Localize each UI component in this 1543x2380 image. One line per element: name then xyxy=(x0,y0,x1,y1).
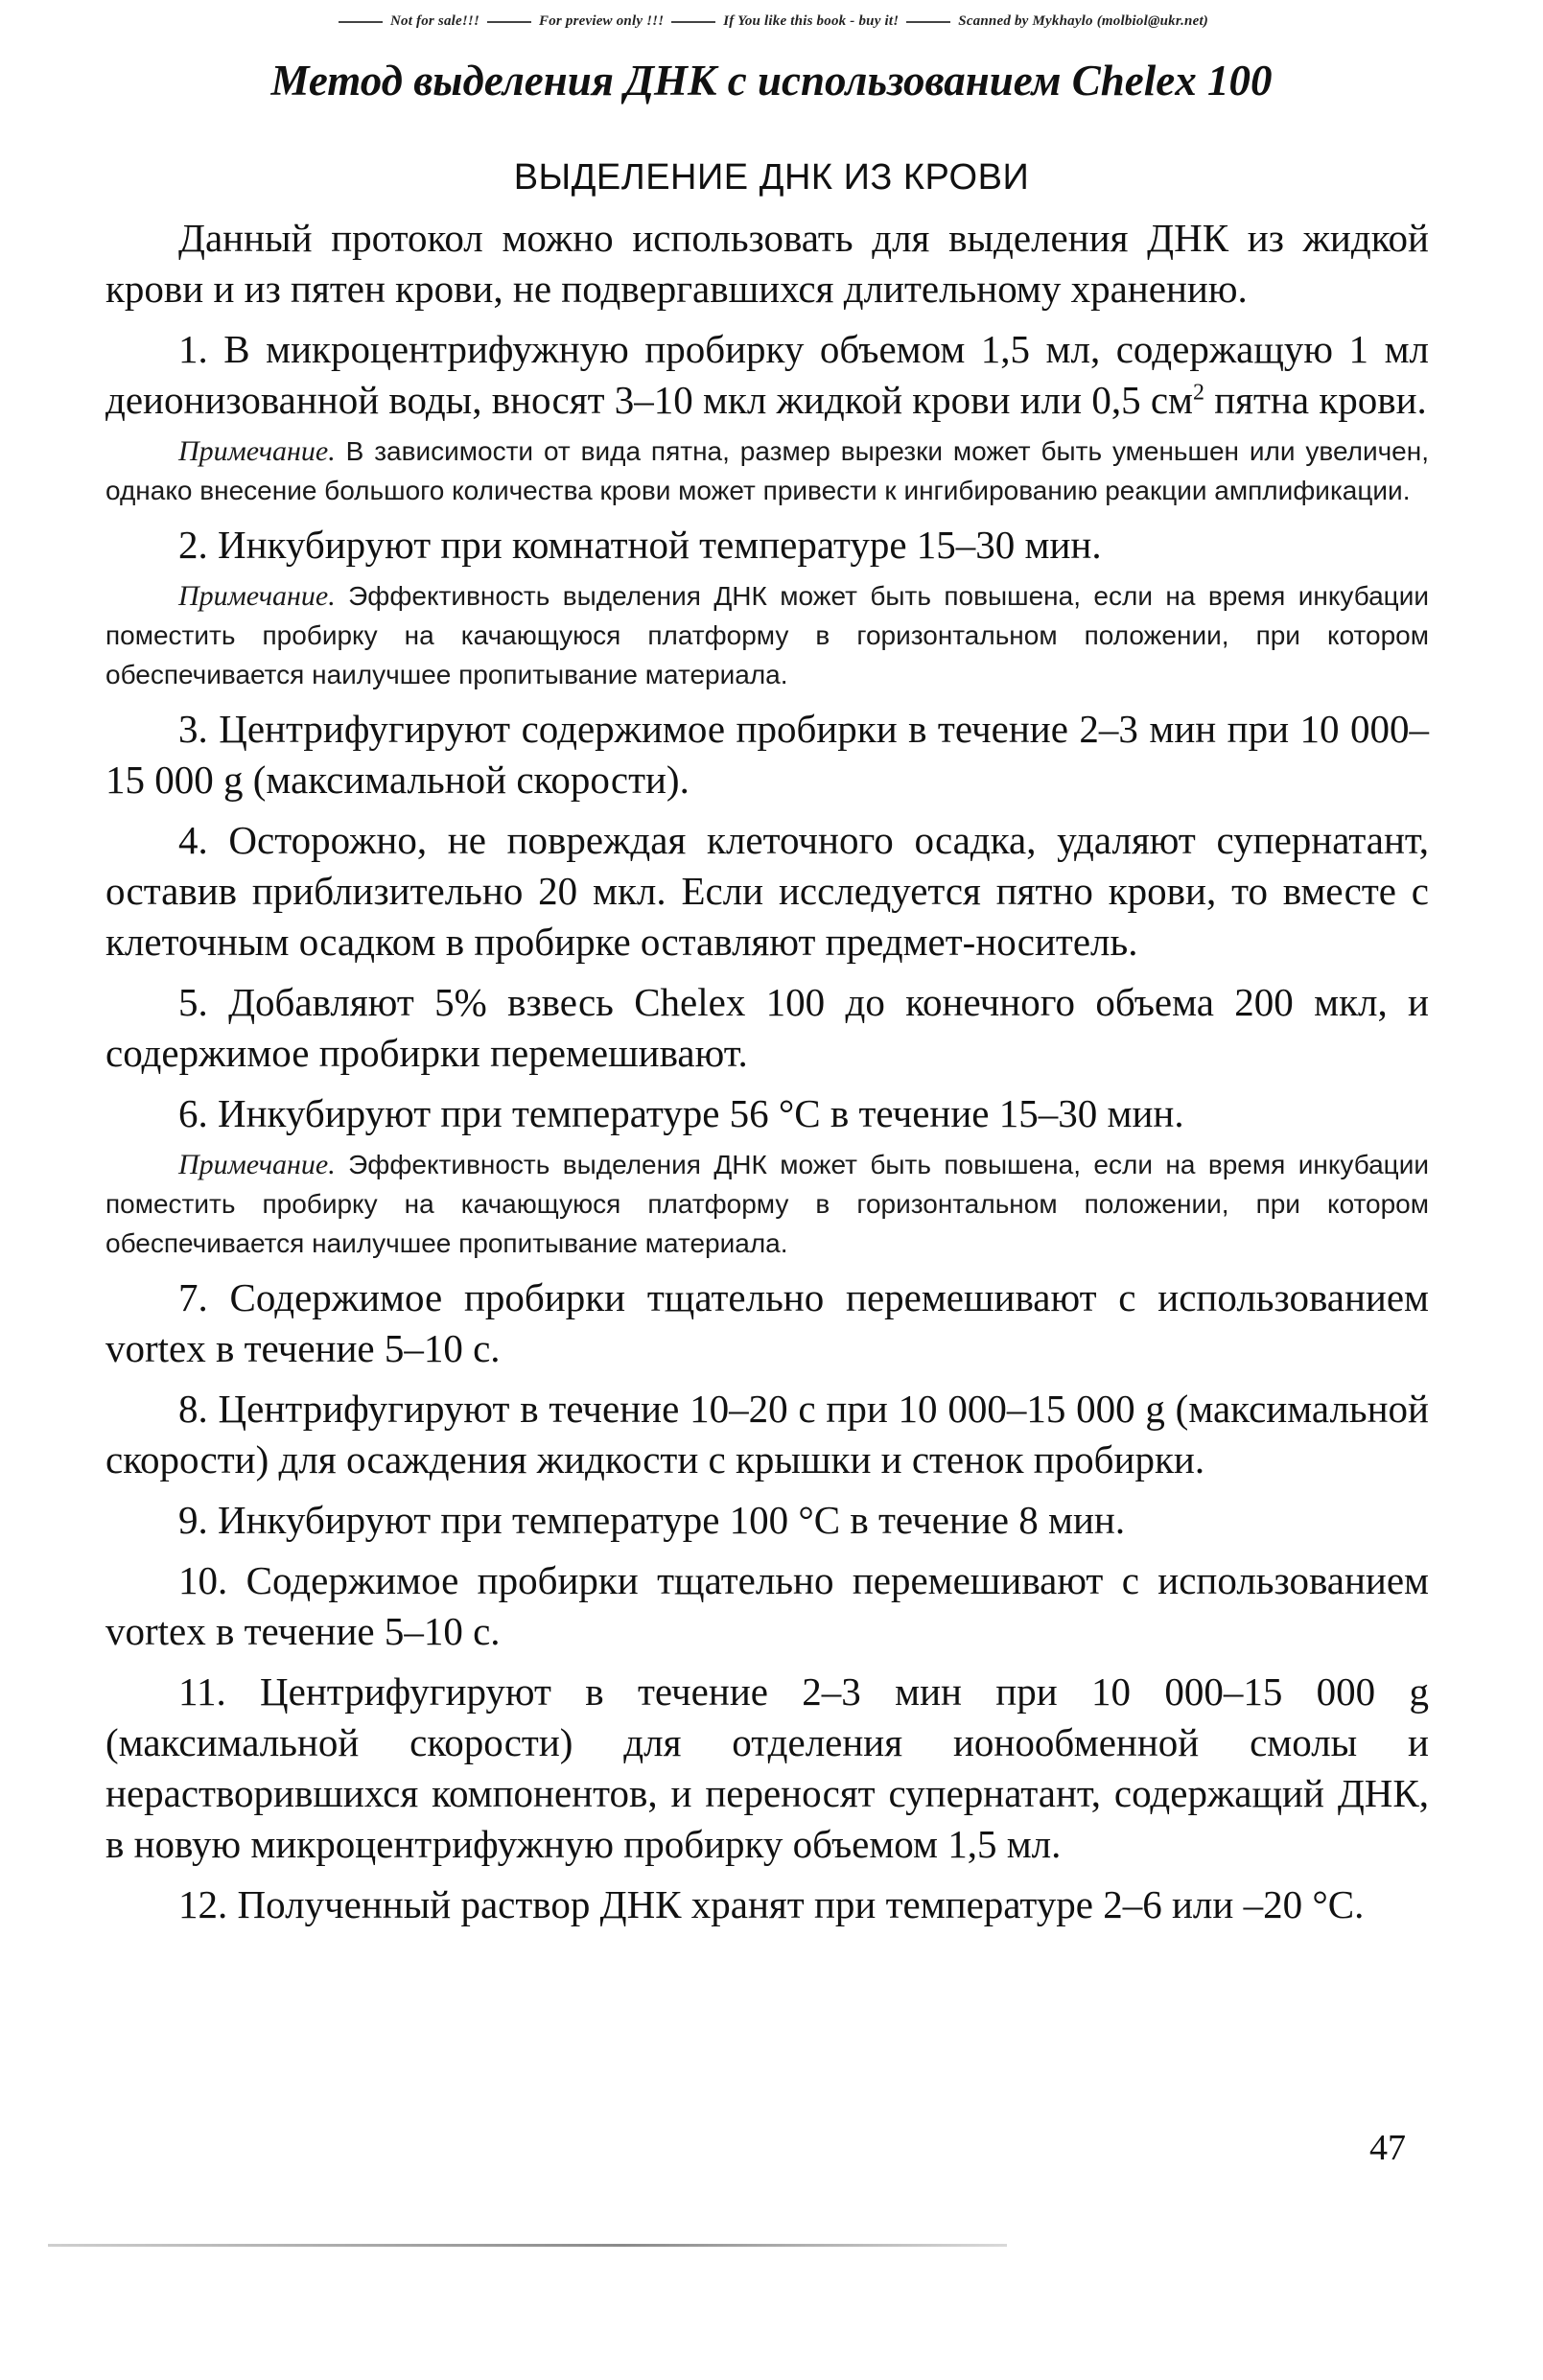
banner-text-1: Not for sale!!! xyxy=(389,13,479,29)
note-label: Примечание. xyxy=(178,580,336,612)
step-6: 6. Инкубируют при температуре 56 °C в течение 15–30 мин. xyxy=(178,1091,1184,1135)
step-12: 12. Полученный раствор ДНК хранят при температуре 2–6 или –20 °C. xyxy=(178,1882,1365,1926)
note-label: Примечание. xyxy=(178,1149,336,1180)
step-9: 9. Инкубируют при температуре 100 °C в течение 8 мин. xyxy=(178,1498,1126,1542)
note-2 xyxy=(105,576,1429,694)
step-1-text: 1. В микроцентрифужную пробирку объемом 1,5 мл, содержащую 1 мл деионизованной воды, вносят 3–10 мкл жидкой крови или 0,5 см xyxy=(105,327,1429,422)
note-2-text: Эффективность выделения ДНК может быть повышена, если на время инкубации поместить пробирку на качающуюся платформу в горизонтальном положении, при котором обеспечивается наилучшее пропитывание материала. xyxy=(105,581,1429,689)
note-1 xyxy=(105,432,1429,510)
page-title: Метод выделения ДНК с использованием Chelex 100 xyxy=(270,57,1273,105)
step-8: 8. Центрифугируют в течение 10–20 с при 10 000–15 000 g (максимальной скорости) для осаждения жидкости с крышки и стенок пробирки. xyxy=(105,1387,1429,1482)
banner-text-4: Scanned by Mykhaylo (molbiol@ukr.net) xyxy=(958,13,1209,29)
section-heading: ВЫДЕЛЕНИЕ ДНК ИЗ КРОВИ xyxy=(513,157,1030,198)
scan-banner xyxy=(0,13,1543,30)
superscript-2: 2 xyxy=(1192,380,1204,406)
scan-edge-line xyxy=(48,2244,1007,2247)
banner-dash xyxy=(339,21,383,23)
banner-dash xyxy=(906,21,950,23)
protocol-body xyxy=(105,213,1429,1930)
note-label: Примечание. xyxy=(178,435,336,467)
step-1 xyxy=(105,324,1429,426)
step-7: 7. Содержимое пробирки тщательно перемешивают с использованием vortex в течение 5–10 с. xyxy=(105,1275,1429,1370)
note-3-text: Эффективность выделения ДНК может быть повышена, если на время инкубации поместить пробирку на качающуюся платформу в горизонтальном положении, при котором обеспечивается наилучшее пропитывание материала. xyxy=(105,1150,1429,1258)
banner-text-3: If You like this book - buy it! xyxy=(723,13,900,29)
step-10: 10. Содержимое пробирки тщательно перемешивают с использованием vortex в течение 5–10 с. xyxy=(105,1558,1429,1653)
step-11: 11. Центрифугируют в течение 2–3 мин при 10 000–15 000 g (максимальной скорости) для отделения ионообменной смолы и нерастворившихся компонентов, и переносят супернатант, содержащий ДНК, в новую микроцентрифужную пробирку объемом 1,5 мл. xyxy=(105,1669,1429,1866)
intro-paragraph: Данный протокол можно использовать для выделения ДНК из жидкой крови и из пятен крови, не подвергавшихся длительному хранению. xyxy=(105,216,1429,311)
banner-text-2: For preview only !!! xyxy=(538,13,665,29)
step-5: 5. Добавляют 5% взвесь Chelex 100 до конечного объема 200 мкл, и содержимое пробирки перемешивают. xyxy=(105,980,1429,1075)
page-number: 47 xyxy=(1369,2128,1406,2168)
step-2: 2. Инкубируют при комнатной температуре 15–30 мин. xyxy=(178,523,1102,567)
step-3: 3. Центрифугируют содержимое пробирки в течение 2–3 мин при 10 000–15 000 g (максимальной скорости). xyxy=(105,707,1429,802)
banner-dash xyxy=(487,21,531,23)
banner-dash xyxy=(671,21,715,23)
step-1-tail: пятна крови. xyxy=(1204,378,1427,422)
note-1-text: В зависимости от вида пятна, размер вырезки может быть уменьшен или увеличен, однако внесение большого количества крови может привести к ингибированию реакции амплификации. xyxy=(105,436,1429,505)
step-4: 4. Осторожно, не повреждая клеточного осадка, удаляют супернатант, оставив приблизительно 20 мкл. Если исследуется пятно крови, то вместе с клеточным осадком в пробирке оставляют предмет-носитель. xyxy=(105,818,1429,964)
note-3 xyxy=(105,1145,1429,1263)
